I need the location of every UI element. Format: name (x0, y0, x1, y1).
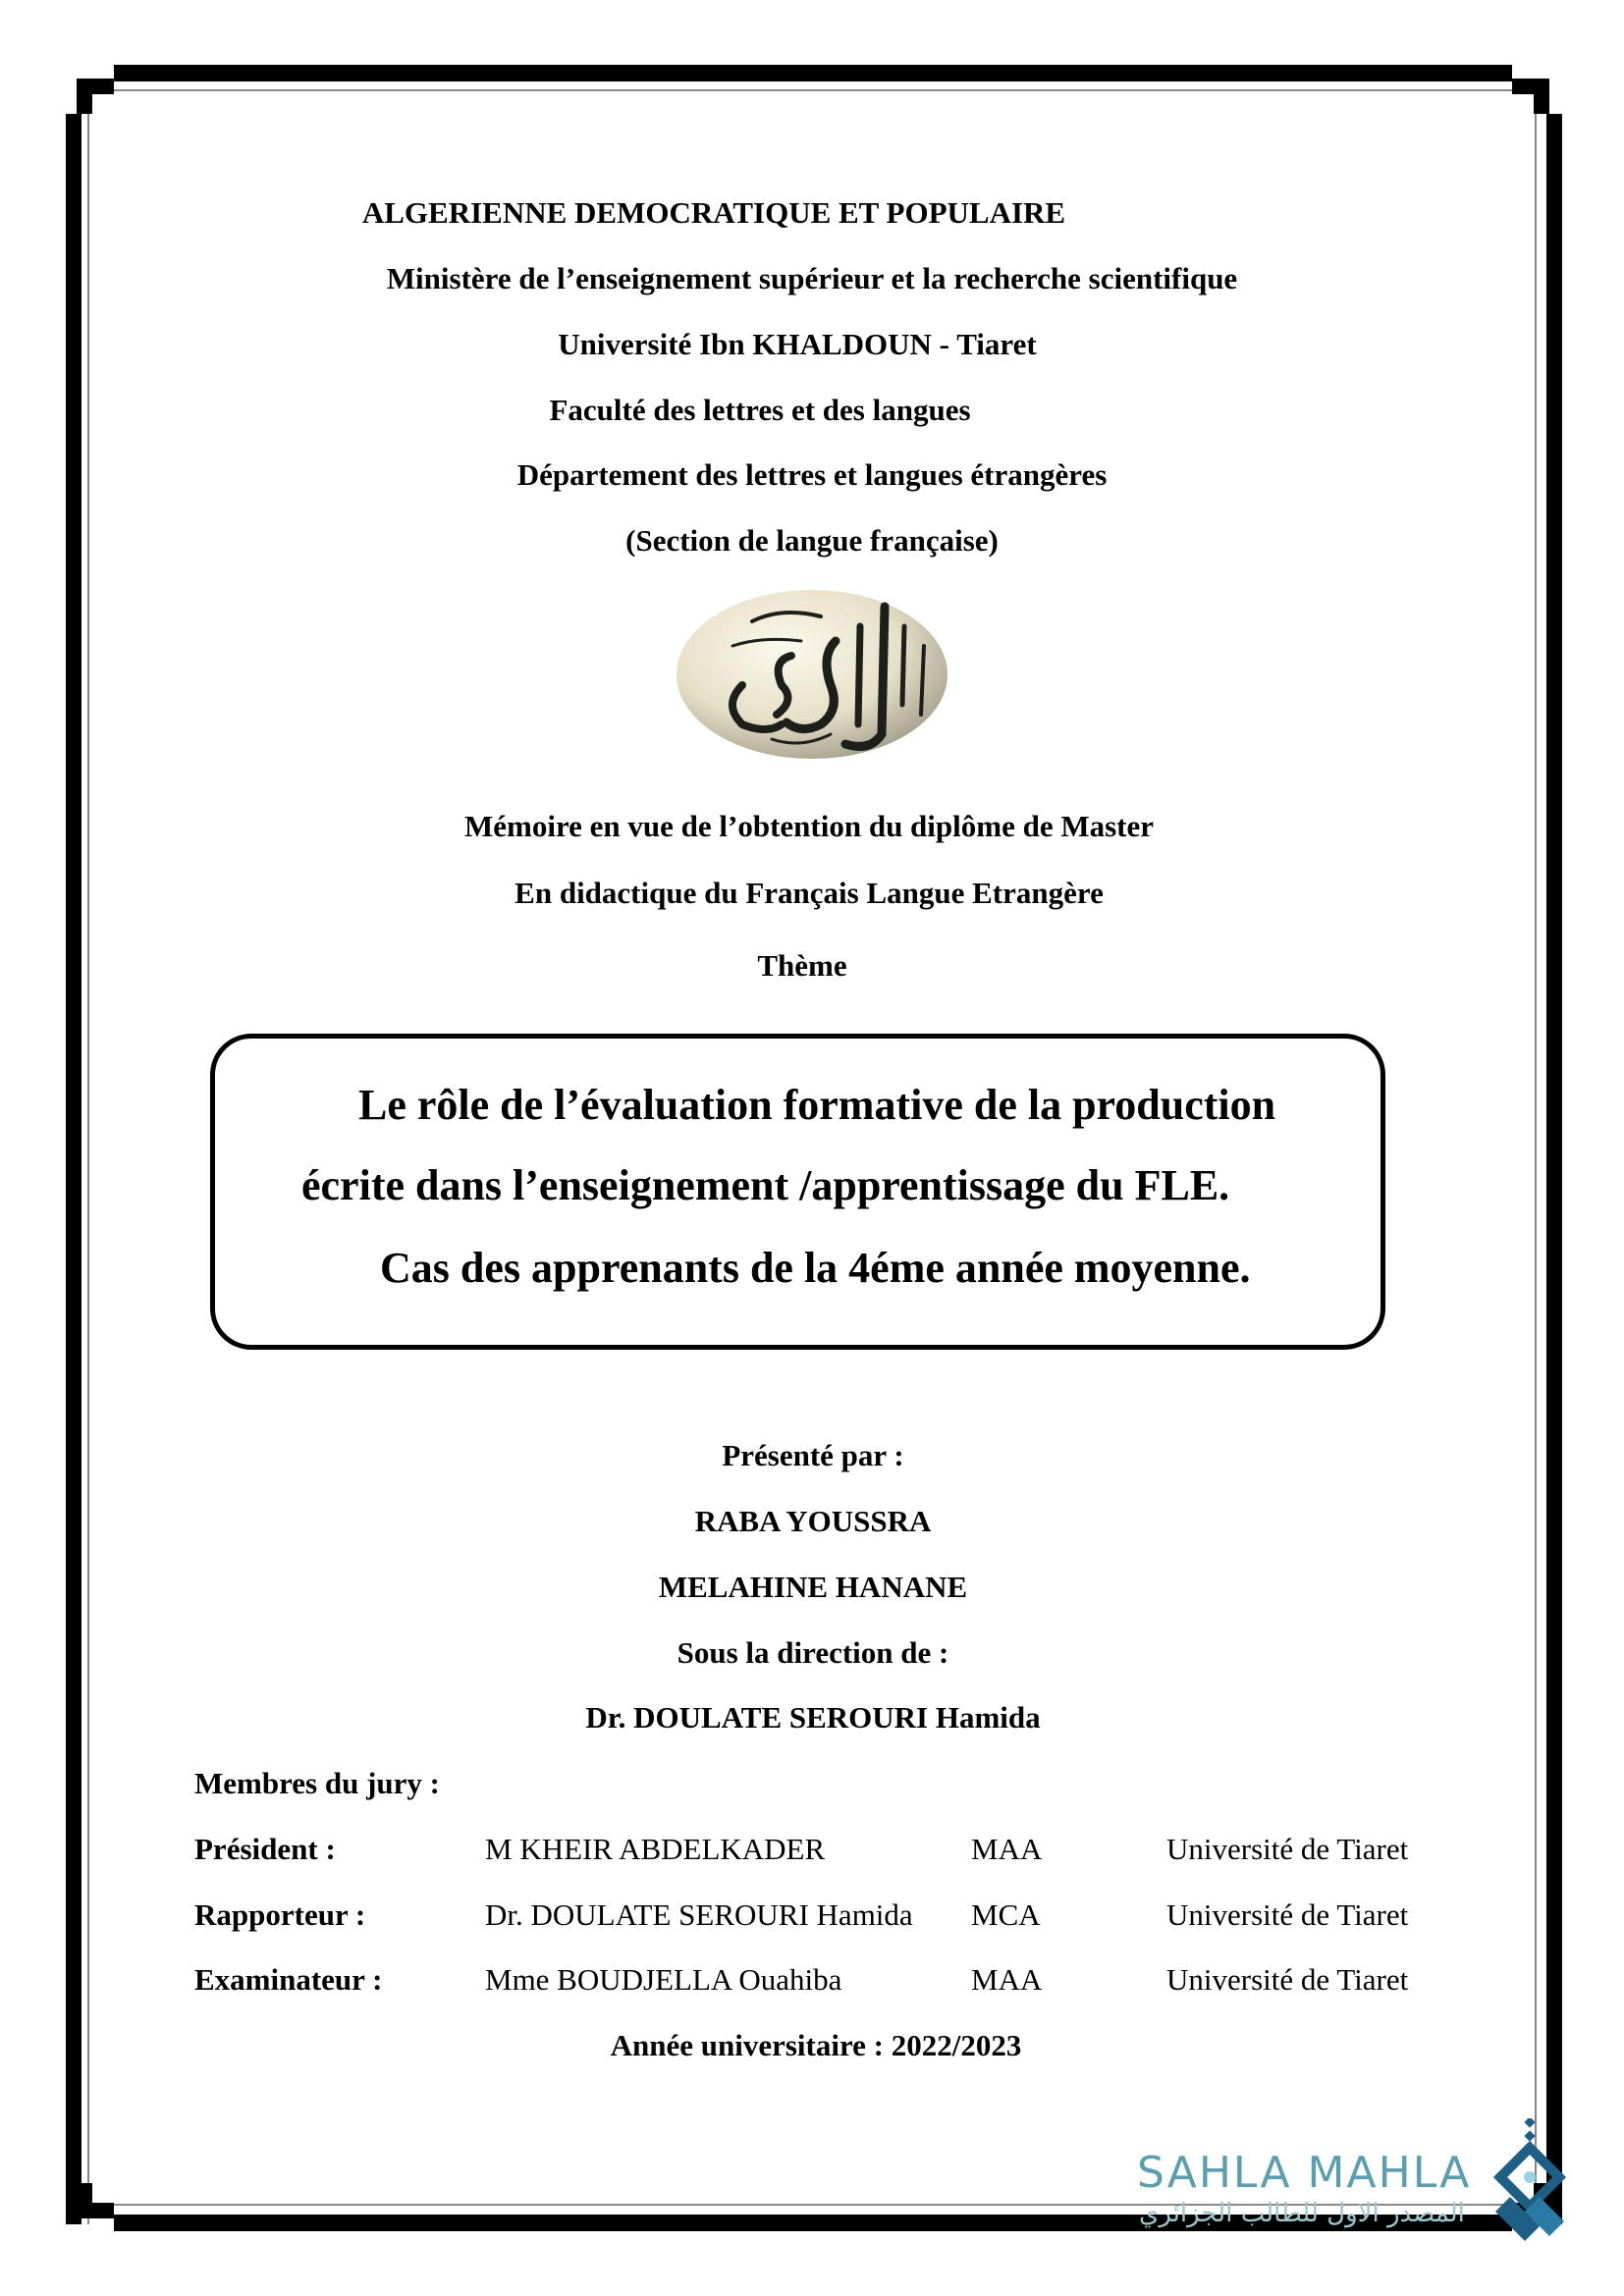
presented-by-label: Présenté par : (722, 1438, 904, 1472)
border-top (114, 65, 1512, 81)
jury-label-row (0, 1764, 1624, 1803)
republic-heading: ALGERIENNE DEMOCRATIQUE ET POPULAIRE (361, 195, 1066, 230)
jury-name: M KHEIR ABDELKADER (485, 1832, 826, 1866)
thesis-title-line-1: Le rôle de l’évaluation formative de la production (358, 1081, 1276, 1129)
jury-name: Dr. DOULATE SEROURI Hamida (485, 1897, 913, 1932)
jury-member-row (0, 1830, 1624, 1869)
jury-institution: Université de Tiaret (1166, 1897, 1409, 1932)
academic-year: Année universitaire : 2022/2023 (610, 2028, 1022, 2062)
border-inner-top (114, 89, 1512, 91)
thesis-title-line-3: Cas des apprenants de la 4éme année moyenne. (380, 1244, 1251, 1292)
border-corner-tl2 (77, 79, 92, 114)
faculty-heading: Faculté des lettres et des langues (549, 393, 971, 427)
author-name-2: MELAHINE HANANE (658, 1570, 968, 1604)
university-heading: Université Ibn KHALDOUN - Tiaret (558, 327, 1037, 361)
thesis-purpose: Mémoire en vue de l’obtention du diplôme de Master (463, 809, 1155, 843)
ministry-heading: Ministère de l’enseignement supérieur et la recherche scientifique (386, 261, 1238, 295)
border-corner-tr2 (1534, 79, 1549, 114)
thesis-title-box (210, 1034, 1385, 1350)
jury-grade: MCA (971, 1897, 1041, 1932)
department-heading: Département des lettres et langues étrangères (516, 457, 1108, 492)
author-name-1: RABA YOUSSRA (694, 1504, 932, 1538)
jury-institution: Université de Tiaret (1166, 1962, 1409, 1997)
jury-institution: Université de Tiaret (1166, 1832, 1409, 1866)
jury-member-row (0, 1960, 1624, 2000)
jury-role: Examinateur : (194, 1962, 383, 1997)
jury-member-row (0, 1896, 1624, 1935)
jury-role: Rapporteur : (194, 1897, 366, 1932)
supervision-label: Sous la direction de : (677, 1635, 949, 1670)
university-calligraphy-logo-icon (674, 587, 950, 762)
jury-role: Président : (194, 1832, 336, 1866)
supervisor-name: Dr. DOULATE SEROURI Hamida (585, 1700, 1041, 1735)
jury-label: Membres du jury : (194, 1766, 440, 1800)
border-corner-bl2 (77, 2183, 92, 2218)
kufic-logo-icon (1490, 2118, 1569, 2246)
jury-name: Mme BOUDJELLA Ouahiba (485, 1962, 842, 1997)
theme-label: Thème (757, 948, 847, 983)
thesis-title-line-2: écrite dans l’enseignement /apprentissage du FLE. (301, 1161, 1230, 1209)
jury-grade: MAA (971, 1832, 1043, 1866)
watermark-brand: SAHLA MAHLA (1137, 2148, 1472, 2198)
sahla-mahla-watermark (1137, 2148, 1569, 2256)
thesis-field: En didactique du Français Langue Etrangère (514, 876, 1104, 910)
watermark-tagline: المصدر الاول للطالب الجزائري (1139, 2199, 1465, 2228)
section-heading: (Section de langue française) (625, 523, 999, 558)
jury-grade: MAA (971, 1962, 1043, 1997)
